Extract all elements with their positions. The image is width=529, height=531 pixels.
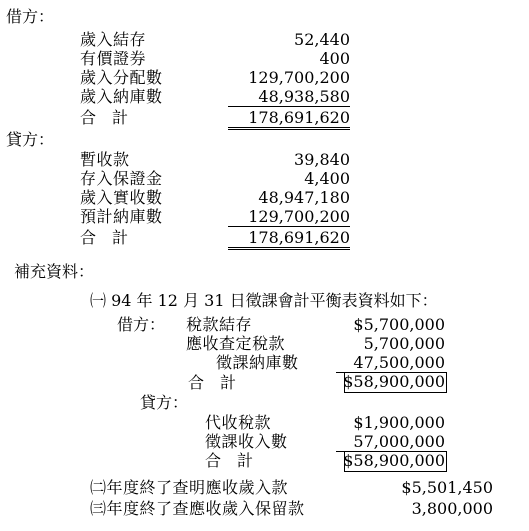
debit-row-label: 歲入納庫數 [80,87,163,106]
supplementary-item3-label: ㈢年度終了查應收歲入保留款 [90,499,305,518]
credit-total-label: 合 計 [80,228,129,247]
item1-debit-row-label: 稅款結存 [186,315,253,334]
credit-row-label: 預計納庫數 [80,207,163,226]
credit-row-amount: 129,700,200 [228,208,350,227]
item1-debit-row-amount: 47,500,000 [336,354,445,373]
debit-row-amount: 52,440 [294,30,350,49]
credit-total-amount: 178,691,620 [228,229,350,250]
item1-credit-row-amount: 57,000,000 [336,433,445,452]
credit-row-label: 存入保證金 [80,169,163,188]
supplementary-item2-amount: $5,501,450 [401,478,493,497]
item1-credit-row-amount: $1,900,000 [353,413,445,432]
item1-debit-row-label: 應收查定稅款 [186,334,286,353]
item1-credit-row-label: 代收稅款 [205,413,272,432]
item1-debit-row-amount: 5,700,000 [363,334,445,353]
item1-debit-total-amount: $58,900,000 [343,372,445,391]
item1-debit-label: 借方： [117,315,166,334]
item1-credit-total-amount: $58,900,000 [343,451,445,470]
supplementary-heading: 補充資料： [14,262,95,281]
item1-credit-label: 貸方： [140,393,189,412]
item1-debit-row-label: 徵課納庫數 [216,353,299,372]
debit-heading: 借方： [6,7,55,26]
supplementary-item3-amount: 3,800,000 [411,499,493,518]
item1-credit-row-label: 徵課收入數 [205,432,288,451]
credit-row-label: 歲入實收數 [80,188,163,207]
credit-row-amount: 4,400 [304,169,350,188]
credit-heading: 貸方： [6,130,55,149]
supplementary-item2-label: ㈡年度終了查明應收歲入款 [90,478,289,497]
supplementary-item1-title: ㈠ 94 年 12 月 31 日徵課會計平衡表資料如下： [90,291,438,310]
credit-row-amount: 48,947,180 [258,188,350,207]
item1-credit-total-label: 合 計 [205,451,254,470]
debit-row-label: 歲入結存 [80,30,147,49]
item1-debit-row-amount: $5,700,000 [353,315,445,334]
debit-row-label: 歲入分配數 [80,68,163,87]
item1-debit-total-label: 合 計 [188,373,237,392]
debit-row-label: 有價證券 [80,49,147,68]
credit-row-amount: 39,840 [294,150,350,169]
credit-row-label: 暫收款 [80,150,130,169]
debit-total-label: 合 計 [80,108,129,127]
debit-row-amount: 400 [319,49,350,68]
debit-total-amount: 178,691,620 [228,109,350,130]
debit-row-amount: 129,700,200 [248,68,350,87]
debit-row-amount: 48,938,580 [228,88,350,107]
